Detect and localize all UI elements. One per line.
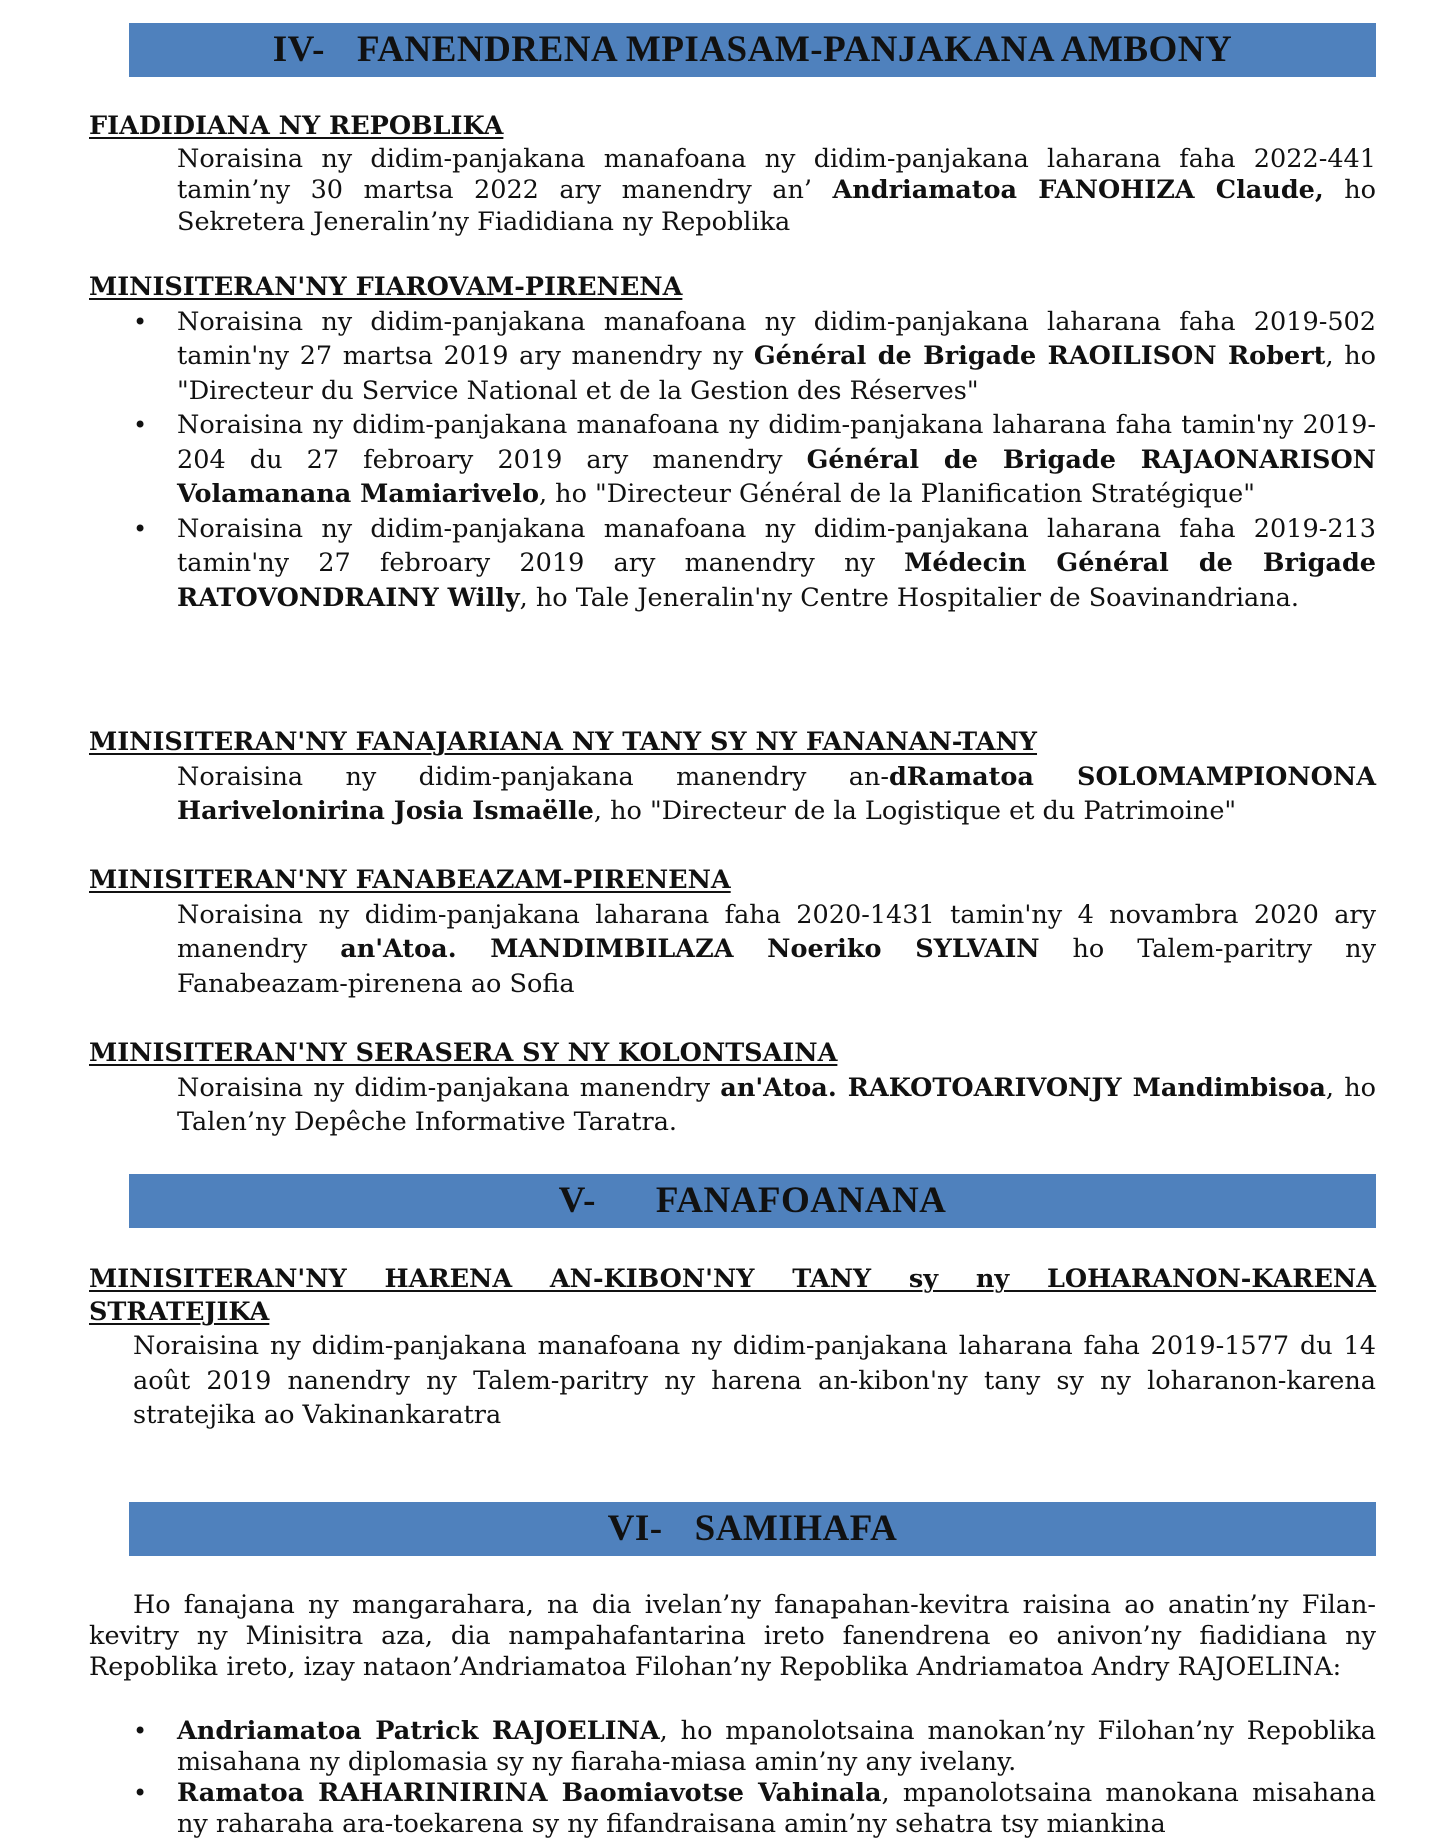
paragraph: Noraisina ny didim-panjakana manafoana ny didim-panjakana laharana faha 2022-441 tamin’ny 30 martsa 2022 ary manendry an’ Andriamatoa FANOHIZA Claude, ho Sekretera Jeneralin’ny Fiadidiana ny Repoblika [177, 143, 1377, 237]
section-fiadidiana [89, 109, 1376, 238]
section-banner-iv [129, 23, 1376, 77]
paragraph: Noraisina ny didim-panjakana laharana faha 2020-1431 tamin'ny 4 novambra 2020 ary manendry an'Atoa. MANDIMBILAZA Noeriko SYLVAIN ho Talem-paritry ny Fanabeazam-pirenena ao Sofia [177, 899, 1376, 999]
paragraph: Noraisina ny didim-panjakana manendry an-dRamatoa SOLOMAMPIONONA Harivelonirina Josia Ismaëlle, ho "Directeur de la Logistique et du Patrimoine" [177, 761, 1376, 826]
section-heading: MINISITERAN'NY HARENA AN-KIBON'NY TANY sy ny LOHARANON-KARENA STRATEJIKA [89, 1264, 1376, 1327]
appointee-name: Ramatoa RAHARINIRINA Baomiavotse Vahinala [177, 1778, 882, 1808]
appointee-name: Andriamatoa FANOHIZA Claude, [832, 175, 1324, 205]
banner-title: SAMIHAFA [694, 1508, 898, 1549]
appointee-name: an'Atoa. RAKOTOARIVONJY Mandimbisoa [720, 1072, 1326, 1103]
list-item: • Noraisina ny didim-panjakana manafoana ny didim-panjakana laharana faha tamin'ny 2019-204 du 27 febroary 2019 ary manendry Général de Brigade RAJAONARISON Volamanana Mamiarivelo, ho "Directeur Général de la Planification Stratégique" [177, 408, 1376, 512]
section-banner-vi [129, 1502, 1376, 1556]
section-heading: MINISITERAN'NY FANABEAZAM-PIRENENA [89, 865, 731, 895]
section-heading: MINISITERAN'NY SERASERA SY NY KOLONTSAINA [89, 1038, 838, 1068]
list-item: • Ramatoa RAHARINIRINA Baomiavotse Vahinala, mpanolotsaina manokana misahana ny raharaha ara-toekarena sy ny fifandraisana amin’ny sehatra tsy miankina [177, 1778, 1376, 1840]
banner-number: V- [558, 1180, 596, 1221]
section-harena [89, 1263, 1376, 1433]
section-fanabeazana [89, 863, 1376, 1001]
paragraph: Noraisina ny didim-panjakana manendry an'Atoa. RAKOTOARIVONJY Mandimbisoa, ho Talen’ny Depêche Informative Taratra. [177, 1072, 1376, 1137]
appointee-name: an'Atoa. MANDIMBILAZA Noeriko SYLVAIN [340, 934, 1040, 964]
section-fiarovana [89, 270, 1376, 615]
appointment-list [89, 1716, 1376, 1840]
section-samihafa [89, 1590, 1376, 1840]
section-banner-v [129, 1174, 1376, 1228]
list-item: • Noraisina ny didim-panjakana manafoana ny didim-panjakana laharana faha 2019-213 tamin'ny 27 febroary 2019 ary manendry ny Médecin Général de Brigade RATOVONDRAINY Willy, ho Tale Jeneralin'ny Centre Hospitalier de Soavinandriana. [177, 512, 1376, 616]
section-heading: FIADIDIANA NY REPOBLIKA [89, 111, 504, 141]
section-serasera [89, 1036, 1376, 1140]
appointee-name: Général de Brigade RAJAONARISON Volamanana Mamiarivelo [177, 444, 1376, 509]
section-heading: MINISITERAN'NY FIAROVAM-PIRENENA [89, 272, 683, 302]
intro-paragraph: Ho fanajana ny mangarahara, na dia ivelan’ny fanapahan-kevitra raisina ao anatin’ny Filan-kevitry ny Minisitra aza, dia nampahafantarina ireto fanendrena eo anivon’ny fiadidiana ny Repoblika ireto, izay nataon’Andriamatoa Filohan’ny Repoblika Andriamatoa Andry RAJOELINA: [89, 1590, 1376, 1682]
list-item: • Noraisina ny didim-panjakana manafoana ny didim-panjakana laharana faha 2019-502 tamin'ny 27 martsa 2019 ary manendry ny Général de Brigade RAOILISON Robert, ho "Directeur du Service National et de la Gestion des Réserves" [177, 305, 1376, 409]
appointee-name: dRamatoa SOLOMAMPIONONA Harivelonirina Josia Ismaëlle [177, 761, 1376, 826]
appointee-name: Médecin Général de Brigade RATOVONDRAINY Willy [177, 548, 1376, 613]
banner-number: IV- [272, 29, 325, 70]
appointee-name: Général de Brigade RAOILISON Robert [753, 341, 1326, 371]
appointment-list [89, 305, 1376, 616]
appointee-name: Andriamatoa Patrick RAJOELINA [177, 1716, 660, 1746]
banner-title: FANAFOANANA [655, 1180, 947, 1221]
banner-title: FANENDRENA MPIASAM-PANJAKANA AMBONY [356, 29, 1233, 70]
banner-number: VI- [607, 1508, 663, 1549]
section-fanajariana [89, 725, 1376, 829]
paragraph: Noraisina ny didim-panjakana manafoana ny didim-panjakana laharana faha 2019-1577 du 14 août 2019 nanendry ny Talem-paritry ny harena an-kibon'ny tany sy ny loharanon-karena stratejika ao Vakinankaratra [133, 1331, 1376, 1430]
section-heading: MINISITERAN'NY FANAJARIANA NY TANY SY NY FANANAN-TANY [89, 727, 1038, 757]
list-item: • Andriamatoa Patrick RAJOELINA, ho mpanolotsaina manokan’ny Filohan’ny Repoblika misahana ny diplomasia sy ny fiaraha-miasa amin’ny any ivelany. [177, 1716, 1376, 1778]
